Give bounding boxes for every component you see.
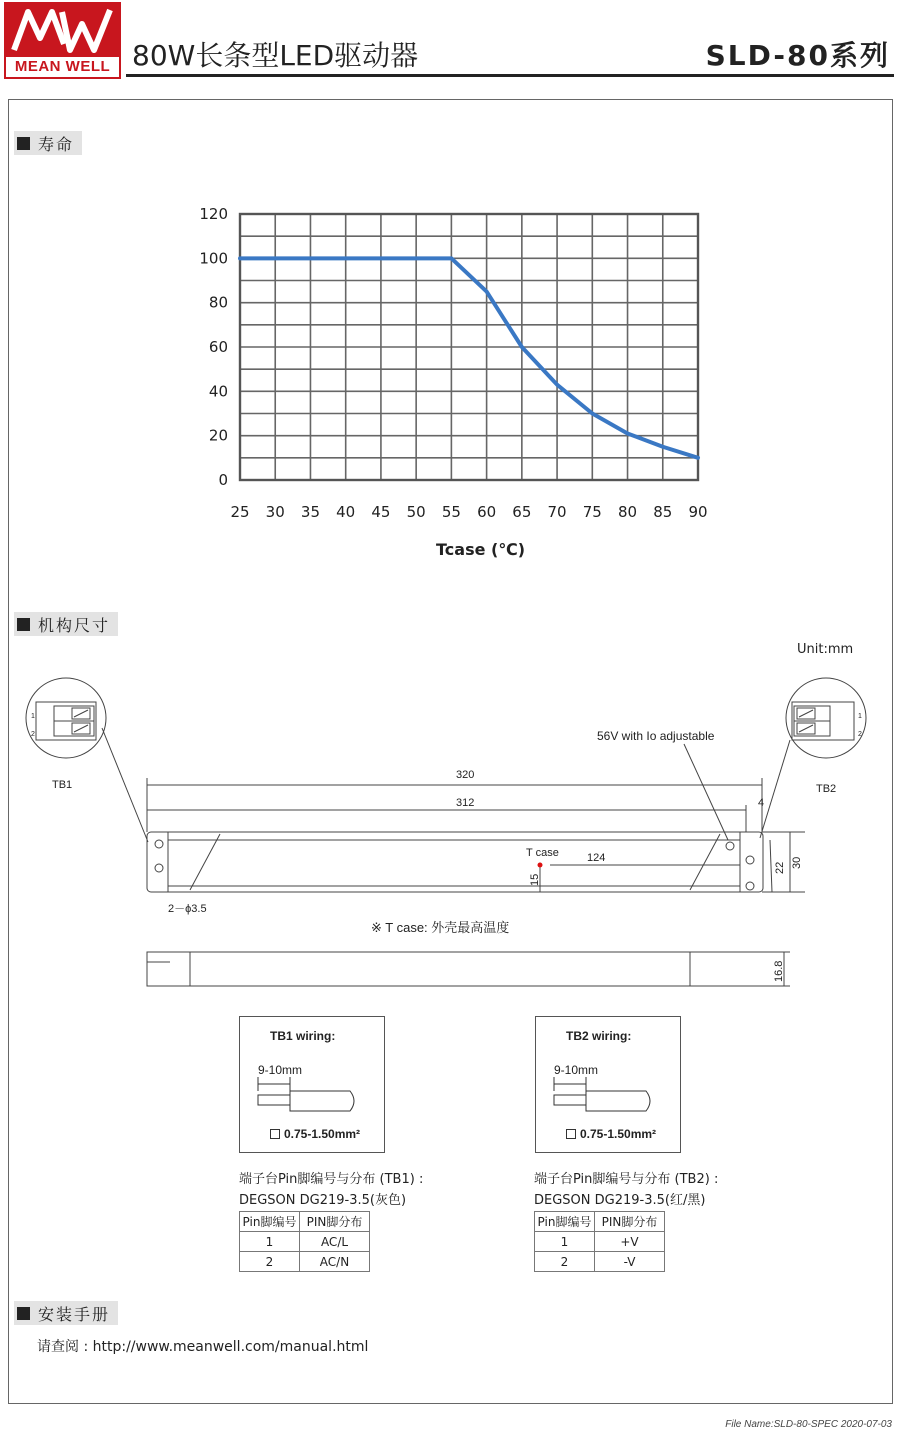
section-label: 安装手册 [38,1304,111,1324]
mw-logo-mark [6,4,119,56]
dim-15-label: 15 [529,873,541,886]
table-row [535,1252,665,1272]
table-cell: AC/L [300,1232,370,1252]
table-cell: 2 [535,1252,595,1272]
section-marker-icon [17,618,30,631]
checkbox-icon [566,1129,576,1139]
dim-168-label: 16.8 [773,960,785,982]
dim-312-label: 312 [456,797,475,809]
holes-label: 2－ϕ3.5 [168,903,207,915]
x-tick-label: 65 [512,503,532,521]
tb2-wiring-box [535,1016,681,1153]
section-dimensions-title [14,612,118,636]
section-lifetime-title [14,131,82,155]
x-tick-label: 80 [617,503,638,521]
tb1-pin-1: 1 [31,713,35,720]
y-tick-label: 60 [208,338,228,356]
tb1-pin-2: 2 [31,731,35,738]
x-tick-label: 60 [477,503,497,521]
unit-label: Unit:mm [797,642,854,657]
dim-22-label: 22 [774,861,786,874]
tb2-pin-table [534,1211,665,1272]
wire-size [270,1127,360,1141]
section-label: 机构尺寸 [38,615,111,635]
x-tick-label: 30 [265,503,285,521]
table-cell: -V [595,1252,665,1272]
wire-size-text: 0.75-1.50mm² [284,1127,361,1141]
wire-size [566,1127,656,1141]
table-cell: 1 [240,1232,300,1252]
section-marker-icon [17,137,30,150]
wire-size-text: 0.75-1.50mm² [580,1127,657,1141]
x-tick-label: 75 [582,503,602,521]
manual-link[interactable]: 请查阅 : http://www.meanwell.com/manual.html [37,1339,369,1355]
strip-length-label: 9-10mm [554,1063,599,1077]
driver-body-outline [147,832,763,892]
table-row [535,1232,665,1252]
table-row [240,1252,370,1272]
tb2-caption-line-1: 端子台Pin脚编号与分布 (TB2) : [534,1172,719,1187]
x-tick-label: 35 [300,503,321,521]
table-header-cell: PIN脚分布 [595,1212,665,1232]
lifetime-chart [190,200,720,530]
tcase-point-marker [538,863,543,868]
tb2-pin-2: 2 [858,731,862,738]
driver-side-view [147,952,784,986]
tb1-pin-table [239,1211,370,1272]
dim-320-label: 320 [456,769,475,781]
y-tick-label: 100 [199,249,228,268]
file-name-footer: File Name:SLD-80-SPEC 2020-07-03 [725,1419,892,1430]
dim-30-label: 30 [791,856,803,869]
lifetime-series-line [240,258,698,458]
tb1-leader [102,728,148,842]
tb1-caption-line-1: 端子台Pin脚编号与分布 (TB1) : [239,1172,424,1187]
table-cell: 2 [240,1252,300,1272]
tb1-wiring-title: TB1 wiring: [270,1029,336,1043]
y-tick-label: 0 [218,471,228,489]
section-marker-icon [17,1307,30,1320]
x-tick-label: 25 [230,503,250,521]
x-tick-label: 70 [547,503,567,521]
table-header-row [240,1212,370,1232]
section-manual-title [14,1301,118,1325]
table-row [240,1232,370,1252]
x-tick-label: 90 [688,503,708,521]
adjust-note: 56V with Io adjustable [597,729,715,743]
table-header-cell: Pin脚编号 [535,1212,595,1232]
dim-124-label: 124 [587,852,606,864]
x-tick-label: 40 [336,503,356,521]
x-tick-label: 85 [653,503,673,521]
table-header-cell: Pin脚编号 [240,1212,300,1232]
tcase-note: ※ T case: 外壳最高温度 [371,920,510,935]
checkbox-icon [270,1129,280,1139]
wire-strip-diagram [254,1077,364,1119]
tb1-wiring-box [239,1016,385,1153]
x-tick-label: 45 [371,503,391,521]
table-cell: +V [595,1232,665,1252]
series-title: SLD-80系列 [705,39,890,72]
strip-length-label: 9-10mm [258,1063,303,1077]
x-tick-label: 55 [441,503,461,521]
y-tick-label: 20 [208,426,228,445]
table-header-cell: PIN脚分布 [300,1212,370,1232]
tb1-pin-caption [239,1169,423,1211]
chart-xlabel: Tcase (℃) [436,540,526,559]
tb2-leader [760,740,790,838]
document-title: 80W长条型LED驱动器 [132,39,419,72]
tb2-pin-caption [534,1169,718,1211]
tb2-wiring-title: TB2 wiring: [566,1029,632,1043]
tb1-label: TB1 [52,779,73,791]
tb2-pin-1: 1 [858,713,862,720]
logo-text: MEAN WELL [6,57,119,77]
dim-4-label: 4 [758,797,765,809]
wire-strip-diagram [550,1077,660,1119]
table-cell: 1 [535,1232,595,1252]
table-header-row [535,1212,665,1232]
y-tick-label: 120 [199,205,228,223]
header-rule [126,74,894,77]
mechanical-drawing [0,660,900,1000]
x-tick-label: 50 [406,503,426,521]
table-cell: AC/N [300,1252,370,1272]
y-tick-label: 80 [208,293,228,312]
tb1-caption-line-2: DEGSON DG219-3.5(灰色) [239,1193,407,1208]
y-tick-label: 40 [208,382,228,401]
tcase-label: T case [526,847,559,859]
tb2-label: TB2 [816,783,837,795]
section-label: 寿命 [38,134,75,154]
mean-well-logo [4,2,121,79]
tb2-caption-line-2: DEGSON DG219-3.5(红/黑) [534,1193,706,1208]
